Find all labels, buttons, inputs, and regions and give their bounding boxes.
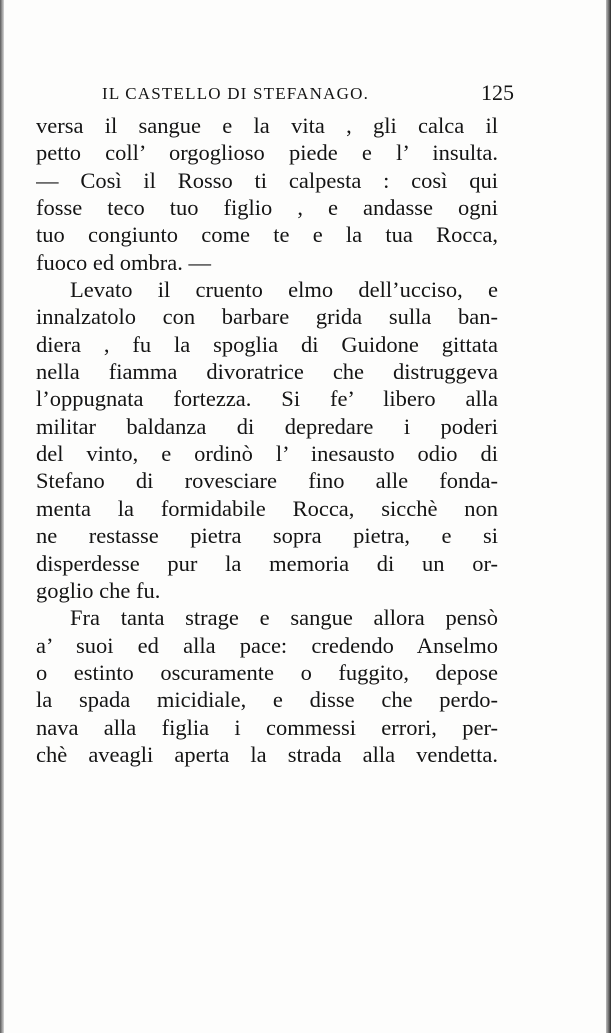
running-title: IL CASTELLO DI STEFANAGO.: [102, 84, 370, 103]
text-line: Levato il cruento elmo dell’ucciso, e: [70, 277, 498, 303]
page-number: 125: [481, 80, 514, 105]
text-line: militar baldanza di depredare i poderi: [36, 413, 498, 439]
text-line: versa il sangue e la vita , gli calca il: [36, 113, 498, 138]
text-line: ne restasse pietra sopra pietra, e si: [36, 523, 498, 549]
text-line: l’oppugnata fortezza. Si fe’ libero alla: [36, 386, 498, 412]
running-head: [102, 80, 514, 106]
text-line: menta la formidabile Rocca, sicchè non: [36, 495, 498, 521]
text-line: innalzatolo con barbare grida sulla ban-: [36, 304, 498, 330]
text-line: nella fiamma divoratrice che distruggeva: [36, 359, 498, 385]
text-line: diera , fu la spoglia di Guidone gittata: [36, 331, 498, 357]
text-line: tuo congiunto come te e la tua Rocca,: [36, 222, 498, 248]
text-line: a’ suoi ed alla pace: credendo Anselmo: [36, 632, 498, 658]
text-line: o estinto oscuramente o fuggito, depose: [36, 659, 498, 685]
text-line: del vinto, e ordinò l’ inesausto odio di: [36, 441, 498, 467]
text-line: goglio che fu.: [36, 577, 161, 603]
page-left-edge: [0, 0, 4, 1033]
text-line: chè aveagli aperta la strada alla vendetta.: [36, 741, 498, 767]
text-line: fuoco ed ombra. —: [36, 249, 211, 275]
text-line: Fra tanta strage e sangue allora pensò: [70, 605, 498, 631]
text-line: nava alla figlia i commessi errori, per-: [36, 714, 498, 740]
text-line: — Così il Rosso ti calpesta : così qui: [36, 167, 498, 193]
text-line: fosse teco tuo figlio , e andasse ogni: [36, 195, 498, 221]
text-line: Stefano di rovesciare fino alle fonda-: [36, 468, 498, 494]
text-line: la spada micidiale, e disse che perdo-: [36, 687, 498, 713]
page-right-edge: [606, 0, 611, 1033]
body-text: [36, 112, 498, 768]
text-line: disperdesse pur la memoria di un or-: [36, 550, 498, 576]
text-line: petto coll’ orgoglioso piede e l’ insulta.: [36, 140, 498, 166]
